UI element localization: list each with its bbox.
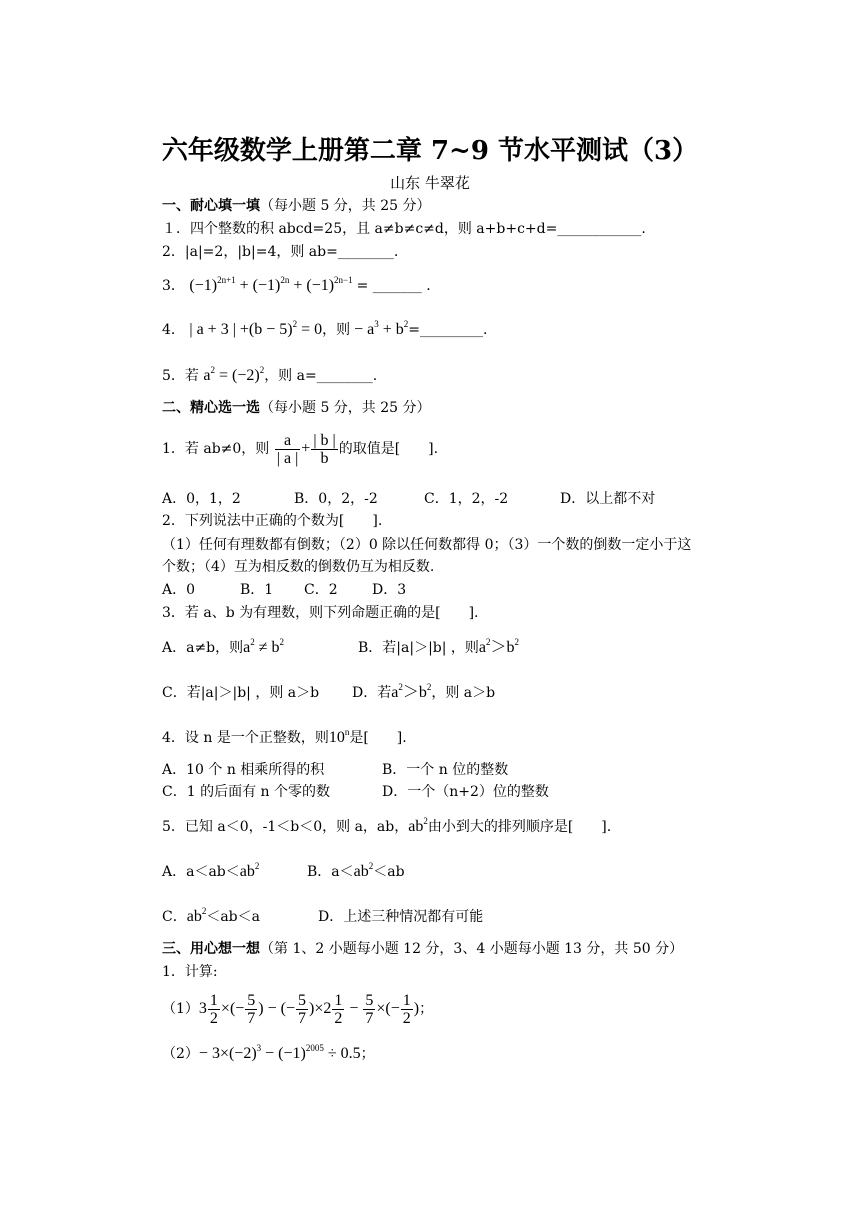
s1-q4-formula: | a + 3 | $+(b - 5)^2 = 0$ (189, 319, 323, 338)
s2-q3-opt-c: C．若|a|＞|b| ，则 a＞b (162, 685, 320, 701)
s2-q1-opt-c: C．1，2，-2 (424, 491, 509, 507)
s1-q4 (162, 320, 487, 340)
s2-q4-opt-d: D．一个（n+2）位的整数 (382, 784, 549, 800)
s2-q2: 2．下列说法中正确的个数为[ ]. (162, 513, 383, 529)
s2-q2-opt-c: C．2 (304, 582, 338, 598)
s2-q5-options-cd (162, 907, 483, 927)
s2-q4-formula: 10$^n$ (328, 727, 350, 746)
s3-part-2-formula: − $3\times(-2)^3 - (-1)^{2005} \div 0.5$ (198, 1043, 361, 1062)
s2-q3-opt-a: A．a≠b，则$a^2 \ne b^2$ (162, 637, 285, 656)
s2-q5-post: 由小到大的排列顺序是[ ]. (427, 819, 612, 835)
s2-q3-options-ab (162, 638, 519, 658)
s2-q5-opt-a: A．$a<ab<ab^2$ (162, 861, 260, 880)
s2-q2-opt-a: A．0 (162, 582, 196, 598)
s2-q2-opt-b: B．1 (240, 582, 274, 598)
s2-q1: 1．若 ab≠0，则 $\frac{a}{| a |}$ + $\frac{| b |}{b}$ 的取值是[ ]. (162, 431, 439, 467)
s1-q4-tail: =_________. (408, 322, 488, 338)
section-3-title: 三、用心想一想 (162, 941, 260, 957)
s2-q4-pre: 4．设 n 是一个正整数，则 (162, 730, 329, 746)
section-3-header (162, 939, 683, 959)
s2-q5-opt-d: D．上述三种情况都有可能 (318, 909, 484, 925)
s3-part-2-label: （2） (162, 1046, 199, 1062)
s2-q1-frac-2: $\frac{| b |}{b}$ (313, 431, 336, 467)
s2-q1-post: 的取值是[ ]. (338, 441, 439, 457)
s3-part-1-tail: ； (419, 1001, 434, 1017)
s1-q3-tail: = _______ . (356, 278, 431, 294)
s3-q1-part-2 (162, 1044, 375, 1064)
s2-q1-opt-d: D．以上都不对 (560, 491, 656, 507)
s2-q3-opt-b: B．若|a|＞|b| ，则$a^2>b^2$ (358, 637, 520, 656)
s2-q4-opt-b: B．一个 n 位的整数 (382, 762, 509, 778)
s1-q3-formula: $(-1)^{2n+1} + (-1)^{2n} + (-1)^{2n-1}$ (189, 275, 353, 294)
s2-q5-formula: $ab^2$ (408, 816, 428, 835)
s2-q1-pre: 1．若 ab≠0，则 (162, 441, 270, 457)
s3-part-2-tail: ； (360, 1046, 375, 1062)
s2-q1-options (162, 489, 655, 509)
s1-q2: 2．|a|=2，|b|=4，则 ab=________. (162, 244, 399, 260)
author: 山东 牛翠花 (390, 174, 470, 192)
s2-q4 (162, 728, 407, 748)
s3-part-1-label: （1） (162, 1001, 199, 1017)
s2-q4-opt-a: A．10 个 n 相乘所得的积 (162, 762, 325, 778)
s2-q1-frac-1: $\frac{a}{| a |}$ (276, 431, 299, 467)
s1-q3 (162, 276, 431, 296)
s1-q4-num: 4． (162, 322, 185, 338)
s2-q2-line-1: （1）任何有理数都有倒数；（2）0 除以任何数都得 0；（3）一个数的倒数一定小于这 (162, 537, 692, 553)
section-1-note: （每小题 5 分，共 25 分） (260, 198, 431, 214)
s2-q4-opt-c: C．1 的后面有 n 个零的数 (162, 784, 330, 800)
s2-q3-opt-d: D．若$a^2>b^2$，则 a＞b (352, 682, 496, 701)
section-3-note: （第 1、2 小题每小题 12 分，3、4 小题每小题 13 分，共 50 分） (260, 941, 684, 957)
section-1-title: 一、耐心填一填 (162, 198, 260, 214)
s2-q5-opt-b: B．$a<ab^2<ab$ (307, 861, 405, 880)
s2-q4-post: 是[ ]. (349, 730, 407, 746)
s2-q2-options (162, 580, 406, 600)
s1-q5 (162, 366, 377, 386)
section-2-title: 二、精心选一选 (162, 400, 260, 416)
s1-q5-num: 5．若 (162, 368, 199, 384)
s2-q5-options-ab (162, 862, 405, 882)
s3-q1-part-1 (162, 988, 433, 1030)
s3-part-1-formula: 3 $\frac{1}{2}$ ×(− $\frac{5}{7}$ ) − (− $\frac{5}{7}$ )×2 $\frac{1}{2}$ − $\frac{5}{7}$ ×(− $\frac{1}{2}$ ) (198, 991, 420, 1027)
s2-q3-options-cd (162, 683, 495, 703)
s2-q2-opt-d: D．3 (372, 582, 407, 598)
s2-q4-options-cd (162, 782, 549, 802)
section-2-note: （每小题 5 分，共 25 分） (260, 400, 431, 416)
s3-q1: 1．计算: (162, 964, 218, 980)
s2-q4-options-ab (162, 760, 508, 780)
s2-q3: 3．若 a、b 为有理数，则下列命题正确的是[ ]. (162, 605, 479, 621)
s1-q1: １．四个整数的积 abcd=25，且 a≠b≠c≠d，则 a+b+c+d=____________. (162, 221, 646, 237)
s2-q5-pre: 5．已知 a＜0，-1＜b＜0，则 a，ab， (162, 819, 409, 835)
page-title: 六年级数学上册第二章 7~9 节水平测试（3） (161, 136, 699, 166)
s1-q4-mid: ，则 (322, 322, 351, 338)
s1-q5-tail: ，则 a=________. (264, 368, 378, 384)
s2-q1-opt-a: A．0，1，2 (162, 491, 241, 507)
section-1-header (162, 196, 431, 216)
s1-q5-formula: $a^2 = (-2)^2$ (203, 365, 265, 384)
s2-q5 (162, 817, 611, 837)
s2-q2-line-2: 个数；（4）互为相反数的倒数仍互为相反数. (162, 559, 435, 575)
s2-q5-opt-c: C．$ab^2<ab<a$ (162, 906, 260, 925)
s2-q1-opt-b: B．0，2，-2 (294, 491, 378, 507)
section-2-header (162, 398, 431, 418)
s1-q4-formula-2: − $a^3 + b^2$ (350, 319, 409, 338)
s1-q3-num: 3． (162, 278, 185, 294)
